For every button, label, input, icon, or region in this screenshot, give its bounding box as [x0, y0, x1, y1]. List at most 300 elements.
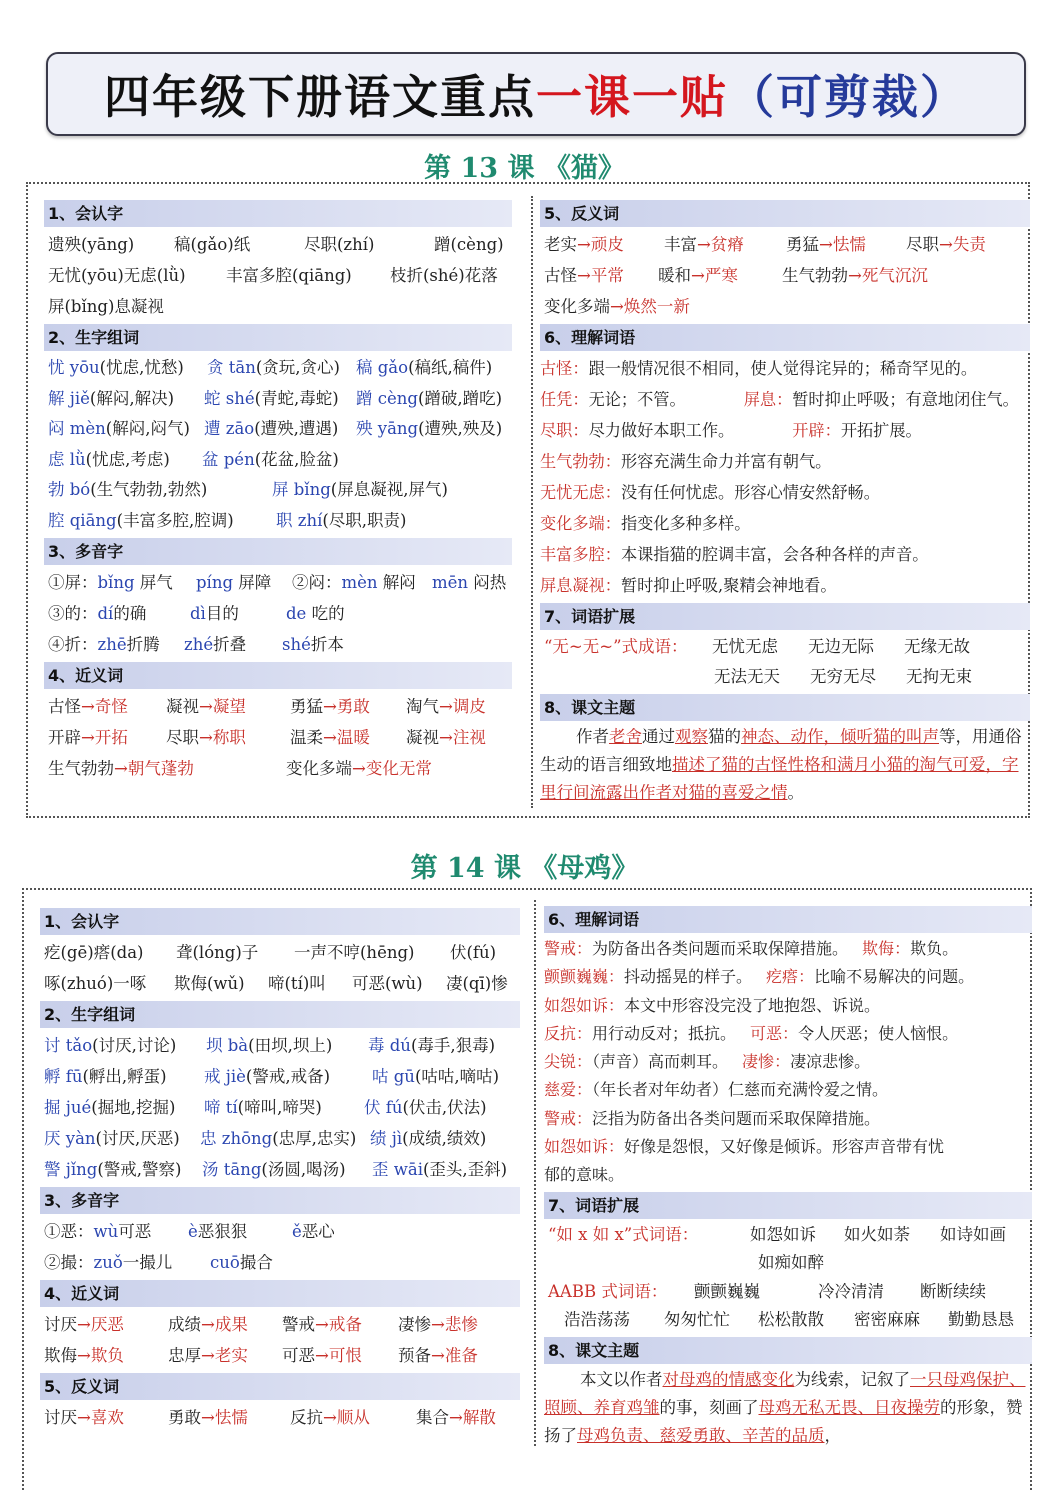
char-group — [204, 414, 338, 445]
word: 一撮儿 — [122, 1253, 173, 1272]
polyphone-char: ①恶： — [44, 1222, 94, 1241]
word: 闷热 — [473, 573, 507, 592]
word-b: 称职 — [212, 728, 246, 747]
word-item: 丰富多腔(qiāng) — [226, 266, 352, 285]
term: 开辟 — [792, 421, 825, 440]
key-phrase: 神态、动作，倾听猫的叫声 — [741, 727, 939, 746]
section-header: 5、反义词 — [540, 200, 1030, 227]
colon: ： — [894, 939, 911, 958]
key-phrase: 母鸡负责、慈爱勇敢、辛苦的品质 — [577, 1425, 825, 1445]
section-header: 7、词语扩展 — [544, 1192, 1032, 1219]
char-group — [48, 414, 190, 445]
word-pair — [290, 691, 370, 722]
lesson-14-divider — [534, 900, 536, 1446]
word-pair — [282, 1309, 362, 1340]
section-header: 1、会认字 — [44, 200, 512, 227]
char-group — [204, 1092, 322, 1123]
word-item: 凄(qī)惨 — [446, 974, 508, 993]
word-item: 遗殃(yāng) — [48, 235, 135, 254]
word-b: 开拓 — [94, 728, 128, 747]
content-row — [40, 1092, 520, 1123]
arrow: → — [199, 728, 213, 747]
word-a: 集合 — [416, 1408, 449, 1427]
word-pair — [48, 691, 128, 722]
word-pair — [166, 722, 246, 753]
char-words: (忠厚,忠实) — [272, 1129, 357, 1148]
word-a: 讨厌 — [44, 1315, 77, 1334]
char-words: (忧虑,考虑) — [85, 449, 170, 469]
expansion-word: 无拘无束 — [906, 667, 972, 686]
word-a: 古怪 — [48, 697, 81, 716]
word-b: 厌恶 — [90, 1315, 124, 1334]
char-words: (毒手,狠毒) — [410, 1036, 496, 1055]
arrow: → — [81, 697, 95, 716]
arrow: → — [114, 759, 128, 778]
char-group — [48, 384, 174, 415]
text: 猫的 — [708, 727, 741, 746]
colon: ： — [572, 359, 589, 378]
expansion-word: 无法无天 — [714, 667, 780, 686]
content-row — [40, 1216, 520, 1247]
expansion-label: “如 x 如 x”式词语： — [548, 1224, 699, 1244]
definition-row — [540, 477, 1030, 508]
text: 作者 — [576, 727, 609, 746]
section-header: 5、反义词 — [40, 1373, 520, 1400]
word-b: 可恨 — [328, 1346, 362, 1365]
word-a: 古怪 — [544, 266, 577, 285]
char-words: (讨厌,讨论) — [92, 1036, 177, 1055]
arrow: → — [691, 266, 705, 285]
polyphone-item — [292, 567, 416, 598]
word-item: 蹭(cèng) — [434, 235, 504, 254]
key-phrase: 描述了猫的古怪性格和满月小猫的淘气可爱，字里行间流露出作者对猫的喜爱之情 — [540, 755, 1019, 802]
polyphone-item — [196, 567, 271, 598]
polyphone-item — [188, 1216, 247, 1247]
word: 折本 — [310, 635, 344, 654]
arrow: → — [201, 1315, 215, 1334]
colon: ： — [824, 421, 841, 440]
char-group — [48, 475, 207, 506]
char-group — [202, 1154, 346, 1185]
polyphone-item — [48, 629, 160, 660]
char-pinyin: 歪 wāi — [372, 1160, 423, 1179]
definition: 本课指猫的腔调丰富，会各种各样的声音。 — [620, 545, 929, 564]
content-row — [40, 1123, 520, 1154]
char-pinyin: 戒 jiè — [204, 1067, 246, 1086]
word-b: 悲惨 — [444, 1315, 478, 1334]
word-pair — [406, 722, 486, 753]
polyphone-item — [292, 1216, 335, 1247]
polyphone-item — [210, 1247, 273, 1278]
word-pair — [44, 1340, 124, 1371]
term: 任凭 — [540, 390, 573, 409]
colon: ： — [572, 421, 589, 440]
term: 慈爱 — [544, 1080, 577, 1100]
char-pinyin: 绩 jì — [370, 1129, 403, 1148]
definition-row — [540, 570, 1030, 601]
colon: ： — [608, 995, 625, 1015]
word-pair — [544, 229, 624, 260]
char-group — [44, 1123, 180, 1154]
word-pair — [398, 1340, 478, 1371]
term: 颤颤巍巍 — [544, 967, 609, 987]
expansion-word: 如诗如画 — [940, 1224, 1006, 1244]
char-pinyin: 腔 qiāng — [48, 510, 117, 530]
char-pinyin: 咕 gū — [372, 1067, 415, 1086]
arrow: → — [199, 697, 213, 716]
word-pair — [48, 722, 128, 753]
pinyin: zuǒ — [93, 1253, 123, 1272]
arrow: → — [439, 697, 453, 716]
colon: ： — [782, 1023, 799, 1043]
colon: ： — [576, 939, 593, 958]
arrow: → — [610, 297, 624, 316]
word: 吃的 — [311, 604, 345, 623]
char-group — [364, 1092, 487, 1123]
definition: 暂时抑止呼吸；有意地闭住气。 — [792, 390, 1019, 409]
term: 无忧无虑 — [540, 483, 605, 502]
arrow: → — [352, 759, 366, 778]
definition: 暂时抑止呼吸,聚精会神地看。 — [620, 576, 837, 595]
char-pinyin: 忧 yōu — [48, 358, 100, 377]
definition: 比喻不易解决的问题。 — [814, 967, 975, 987]
section-header: 4、近义词 — [44, 662, 512, 689]
definition-row — [544, 1133, 1032, 1161]
content-row — [44, 414, 512, 445]
word-a: 成绩 — [168, 1315, 201, 1334]
char-words: (花盆,脸盆) — [254, 449, 339, 469]
word-b: 失责 — [952, 235, 986, 254]
char-pinyin: 解 jiě — [48, 388, 90, 408]
word-pair — [168, 1340, 248, 1371]
term: 可恶 — [750, 1023, 783, 1043]
expansion-word: 如怨如诉 — [750, 1224, 816, 1244]
arrow: → — [201, 1346, 215, 1365]
char-group — [204, 1061, 330, 1092]
pinyin: dì — [190, 604, 206, 623]
definition-row — [540, 539, 1030, 570]
word-b: 温暖 — [336, 728, 370, 747]
content-row — [44, 691, 512, 722]
char-group — [368, 1030, 495, 1061]
word-b: 勇敢 — [336, 697, 370, 716]
word-item: 一声不哼(hēng) — [294, 943, 415, 962]
definition: 指变化多种多样。 — [620, 514, 751, 533]
polyphone-item — [48, 567, 173, 598]
arrow: → — [431, 1315, 445, 1334]
section-header: 2、生字组词 — [44, 324, 512, 351]
definition: 尽力做好本职工作。 — [588, 421, 735, 440]
pinyin: cuō — [210, 1253, 240, 1272]
definition-row — [544, 1105, 1032, 1133]
arrow: → — [315, 1315, 329, 1334]
word-a: 欺侮 — [44, 1346, 77, 1365]
colon: ： — [604, 452, 621, 471]
pinyin: ě — [292, 1222, 302, 1241]
word-b: 怯懦 — [832, 235, 866, 254]
banner-title-note: （可剪裁） — [728, 70, 968, 124]
key-phrase: 对母鸡的情感变化 — [662, 1369, 795, 1389]
content-row — [40, 1402, 520, 1433]
pinyin: zhē — [97, 635, 127, 654]
word: 的确 — [113, 604, 147, 623]
definition: 没有任何忧虑。形容心情安然舒畅。 — [620, 483, 880, 502]
content-row — [44, 475, 512, 506]
term: 如怨如诉 — [544, 995, 609, 1015]
lesson-13-title: 第 13 课 《猫》 — [424, 153, 625, 184]
lesson-13-divider — [531, 196, 533, 808]
expansion-word: 勤勤恳恳 — [948, 1310, 1014, 1330]
term: 如怨如诉 — [544, 1137, 609, 1157]
word-pair — [48, 753, 194, 784]
arrow: → — [939, 235, 953, 254]
expansion-word: 如火如荼 — [844, 1224, 910, 1244]
content-row — [40, 1340, 520, 1371]
section-header: 1、会认字 — [40, 908, 520, 935]
word-pair — [398, 1309, 478, 1340]
term: 屏息凝视 — [540, 576, 605, 595]
polyphone-char: ②闷： — [292, 573, 342, 592]
content-row — [44, 506, 512, 537]
char-words: (汤圆,喝汤) — [261, 1160, 346, 1179]
char-pinyin: 伏 fú — [364, 1098, 403, 1117]
arrow: → — [848, 266, 862, 285]
arrow: → — [449, 1408, 463, 1427]
char-pinyin: 职 zhí — [276, 510, 323, 530]
char-pinyin: 勃 bó — [48, 480, 91, 499]
definition: （年长者对年幼者）仁慈而充满怜爱之情。 — [592, 1080, 889, 1100]
definition: 令人厌恶；使人恼恨。 — [798, 1023, 959, 1043]
expansion-label: AABB 式词语： — [548, 1281, 668, 1301]
word-b: 顽皮 — [590, 235, 624, 254]
word-item: 枝折(shé)花落 — [390, 266, 498, 285]
content-row — [40, 1030, 520, 1061]
word-a: 凝视 — [166, 697, 199, 716]
expansion-word: 密密麻麻 — [854, 1310, 920, 1330]
word-a: 丰富 — [664, 235, 697, 254]
char-group — [44, 1030, 176, 1061]
char-pinyin: 孵 fū — [44, 1067, 83, 1086]
word-a: 变化多端 — [544, 297, 610, 316]
definition: 无论；不管。 — [588, 390, 686, 409]
char-words: (田坝,坝上) — [248, 1036, 333, 1055]
section-header: 8、课文主题 — [544, 1337, 1032, 1364]
char-words: (啼叫,啼哭) — [237, 1098, 322, 1117]
theme-paragraph — [544, 1366, 1028, 1450]
expansion-word: 无穷无尽 — [810, 667, 876, 686]
char-words: (歪头,歪斜) — [422, 1160, 508, 1179]
definition: 跟一般情况很不相同，使人觉得诧异的；稀奇罕见的。 — [588, 359, 978, 378]
word-a: 尽职 — [906, 235, 939, 254]
colon: ： — [576, 1052, 593, 1072]
text: 。 — [787, 783, 804, 802]
word-pair — [664, 229, 744, 260]
arrow: → — [315, 1346, 329, 1365]
word-pair — [658, 260, 738, 291]
term: 尖锐 — [544, 1052, 577, 1072]
char-pinyin: 遭 zāo — [204, 419, 255, 438]
char-words: (掘地,挖掘) — [91, 1098, 176, 1117]
word-item: 屏(bǐng)息凝视 — [48, 297, 164, 316]
polyphone-item — [44, 1247, 172, 1278]
definition: 抖动摇晃的样子。 — [624, 967, 753, 987]
definition: 欺负。 — [910, 939, 959, 958]
key-phrase: 观察 — [675, 727, 708, 746]
definition: （声音）高而刺耳。 — [592, 1052, 729, 1072]
word-a: 变化多端 — [286, 759, 352, 778]
key-phrase: 一只母鸡保护、照顾、养育鸡雏 — [544, 1369, 1026, 1417]
word: 解闷 — [382, 573, 416, 592]
polyphone-item — [48, 598, 146, 629]
char-words: (忧虑,忧愁) — [99, 358, 184, 377]
char-pinyin: 盆 pén — [202, 449, 255, 469]
colon: ： — [798, 967, 815, 987]
word-pair — [544, 291, 690, 322]
word-a: 勇猛 — [786, 235, 819, 254]
word-a: 凄惨 — [398, 1315, 431, 1334]
polyphone-char: ②撮： — [44, 1253, 94, 1272]
word-a: 预备 — [398, 1346, 431, 1365]
word-b: 喜欢 — [90, 1408, 124, 1427]
definition-row — [544, 963, 1032, 991]
word-pair — [168, 1402, 248, 1433]
colon: ： — [604, 576, 621, 595]
word-pair — [282, 1340, 362, 1371]
word-item: 无忧(yōu)无虑(lǜ) — [48, 266, 186, 285]
content-row — [40, 1154, 520, 1185]
word-a: 反抗 — [290, 1408, 323, 1427]
content-row — [44, 384, 512, 415]
char-group — [48, 353, 184, 384]
char-group — [44, 1154, 181, 1185]
word-b: 老实 — [214, 1346, 248, 1365]
term: 生气勃勃 — [540, 452, 605, 471]
word-b: 焕然一新 — [623, 297, 690, 316]
char-words: (伏击,伏法) — [402, 1098, 487, 1117]
definition: 泛指为防备出各类问题而采取保障措施。 — [592, 1108, 881, 1128]
expansion-word: 如痴如醉 — [758, 1253, 824, 1273]
char-group — [44, 1061, 167, 1092]
definition: 形容充满生命力并富有朝气。 — [620, 452, 832, 471]
word-b: 准备 — [444, 1346, 478, 1365]
content-row — [40, 937, 520, 968]
arrow: → — [577, 266, 591, 285]
definition: 用行动反对；抵抗。 — [592, 1023, 737, 1043]
arrow: → — [439, 728, 453, 747]
char-group — [372, 1154, 507, 1185]
colon: ： — [576, 1023, 593, 1043]
text: 通过 — [642, 727, 675, 746]
word-a: 淘气 — [406, 697, 439, 716]
section-header: 8、课文主题 — [540, 694, 1030, 721]
char-words: (解闷,解决) — [89, 388, 175, 408]
definition: 好像是怨恨，又好像是倾诉。形容声音带有忧 — [624, 1137, 945, 1157]
char-group — [356, 384, 502, 415]
char-pinyin: 屏 bǐng — [272, 480, 331, 499]
char-group — [207, 353, 340, 384]
char-pinyin: 贪 tān — [207, 358, 256, 377]
word-a: 尽职 — [166, 728, 199, 747]
lesson-14-right-column — [544, 904, 1032, 1450]
char-words: (警戒,戒备) — [245, 1067, 331, 1086]
char-pinyin: 蹭 cèng — [356, 388, 418, 408]
word-b: 调皮 — [452, 697, 486, 716]
word-pair — [166, 691, 246, 722]
section-header: 4、近义词 — [40, 1280, 520, 1307]
arrow: → — [81, 728, 95, 747]
char-words: (生气勃勃,勃然) — [90, 480, 208, 499]
char-words: (遭殃,遭遇) — [254, 419, 339, 438]
char-group — [48, 506, 234, 537]
expansion-word: 颤颤巍巍 — [694, 1281, 760, 1301]
char-pinyin: 毒 dú — [368, 1036, 411, 1055]
content-row — [544, 1221, 1032, 1250]
word-item: 可恶(wù) — [352, 974, 423, 993]
word-b: 怯懦 — [214, 1408, 248, 1427]
content-row — [540, 662, 1030, 692]
char-pinyin: 殃 yāng — [356, 419, 419, 438]
content-row — [540, 632, 1030, 662]
word: 折腾 — [126, 635, 160, 654]
word-b: 变化无常 — [365, 759, 432, 778]
word-pair — [416, 1402, 496, 1433]
title-banner — [46, 52, 1026, 136]
expansion-word: 无缘无故 — [904, 637, 970, 656]
colon: ： — [608, 967, 625, 987]
word: 屏障 — [238, 573, 272, 592]
pinyin: de — [286, 604, 312, 623]
word-b: 奇怪 — [94, 697, 128, 716]
arrow: → — [77, 1315, 91, 1334]
word-pair — [906, 229, 986, 260]
text: 为线索，记叙了 — [794, 1369, 910, 1389]
arrow: → — [577, 235, 591, 254]
char-words: (蹭破,蹭吃) — [417, 388, 503, 408]
char-group — [370, 1123, 486, 1154]
term: 反抗 — [544, 1023, 577, 1043]
word: 撮合 — [239, 1253, 273, 1272]
char-group — [272, 475, 448, 506]
definition-row — [540, 384, 1030, 415]
term: 尽职 — [540, 421, 573, 440]
word: 屏气 — [139, 573, 173, 592]
content-row — [44, 722, 512, 753]
content-row — [44, 291, 512, 322]
char-words: (丰富多腔,腔调) — [116, 510, 234, 530]
arrow: → — [323, 697, 337, 716]
arrow: → — [77, 1408, 91, 1427]
lesson-13-right-column — [540, 198, 1030, 807]
char-group — [206, 1030, 332, 1061]
char-group — [276, 506, 406, 537]
polyphone-item — [184, 629, 246, 660]
word-item: 伏(fú) — [450, 943, 497, 962]
char-group — [356, 353, 492, 384]
word-b: 戒备 — [328, 1315, 362, 1334]
definition-row — [544, 1076, 1032, 1104]
polyphone-char: ③的： — [48, 604, 98, 623]
char-pinyin: 汤 tāng — [202, 1160, 262, 1179]
section-header: 3、多音字 — [44, 538, 512, 565]
word: 折叠 — [213, 635, 247, 654]
section-header: 7、词语扩展 — [540, 603, 1030, 630]
definition: 凄凉悲惨。 — [790, 1052, 871, 1072]
colon: ： — [774, 1052, 791, 1072]
char-pinyin: 坝 bà — [206, 1036, 249, 1055]
content-row — [544, 1306, 1032, 1335]
word-a: 老实 — [544, 235, 577, 254]
definition-row — [540, 415, 1030, 446]
